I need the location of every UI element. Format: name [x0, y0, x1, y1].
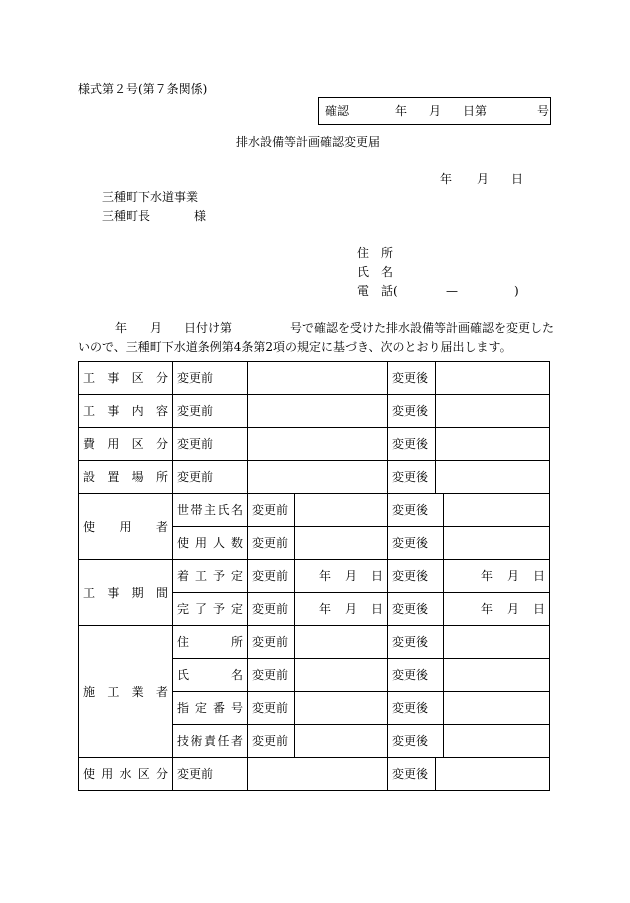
date-month-label: 月 — [477, 172, 490, 186]
after-label: 変更後 — [388, 395, 436, 428]
row-construction-category — [79, 362, 550, 395]
row-construction-content — [79, 395, 550, 428]
label-construction-content: 工 事 内 容 — [83, 404, 168, 418]
after-label: 変更後 — [388, 461, 436, 494]
day-label: 日 — [532, 569, 545, 583]
form-number: 様式第２号(第７条関係) — [78, 82, 208, 96]
label-water-category: 使 用 水 区 分 — [83, 767, 168, 781]
before-value-field[interactable] — [295, 659, 388, 692]
sublabel-designation-number: 指 定 番 号 — [177, 701, 243, 715]
before-value-field[interactable] — [295, 725, 388, 758]
after-value-field[interactable] — [444, 626, 550, 659]
month-label: 月 — [344, 569, 357, 583]
confirm-day-no-label: 日第 — [463, 104, 488, 118]
label-cost-category: 費 用 区 分 — [83, 437, 168, 451]
before-value-field[interactable] — [295, 692, 388, 725]
after-label: 変更後 — [388, 659, 444, 692]
before-value-field[interactable] — [295, 527, 388, 560]
body-month-label: 月 — [150, 321, 163, 335]
body-line2: いので、三種町下水道条例第4条第2項の規定に基づき、次のとおり届出します。 — [78, 340, 512, 354]
day-label: 日 — [370, 602, 383, 616]
sublabel-technical-manager: 技 術 責 任 者 — [177, 734, 243, 748]
day-label: 日 — [532, 602, 545, 616]
after-value-field[interactable] — [436, 758, 550, 791]
after-value-field[interactable] — [444, 692, 550, 725]
body-line1-rest: 号で確認を受けた排水設備等計画確認を変更した — [290, 321, 555, 335]
after-value-field[interactable] — [444, 659, 550, 692]
month-label: 月 — [506, 602, 519, 616]
phone-close: ) — [514, 284, 519, 298]
year-label: 年 — [480, 569, 493, 583]
after-label: 変更後 — [388, 758, 436, 791]
before-value-field[interactable] — [295, 494, 388, 527]
row-installation-location — [79, 461, 550, 494]
before-label: 変更前 — [248, 494, 295, 527]
after-value-field[interactable] — [436, 362, 550, 395]
row-cost-category — [79, 428, 550, 461]
day-label: 日 — [370, 569, 383, 583]
before-value-field[interactable] — [248, 395, 388, 428]
after-label: 変更後 — [388, 560, 444, 593]
sublabel-completion-planned: 完 了 予 定 — [177, 602, 243, 616]
page-title: 排水設備等計画確認変更届 — [236, 135, 381, 149]
before-date-field[interactable] — [295, 593, 388, 626]
sublabel-start-planned: 着 工 予 定 — [177, 569, 243, 583]
after-value-field[interactable] — [444, 494, 550, 527]
confirm-label: 確認 — [325, 104, 350, 118]
year-label: 年 — [318, 569, 331, 583]
before-label: 変更前 — [248, 692, 295, 725]
phone-dash: — — [446, 284, 458, 298]
row-water-category — [79, 758, 550, 791]
after-date-field[interactable] — [444, 560, 550, 593]
month-label: 月 — [506, 569, 519, 583]
body-day-no-label: 日付け第 — [184, 321, 233, 335]
date-day-label: 日 — [511, 172, 524, 186]
after-value-field[interactable] — [436, 428, 550, 461]
before-value-field[interactable] — [295, 626, 388, 659]
after-label: 変更後 — [388, 593, 444, 626]
row-user-head — [79, 494, 550, 527]
label-installation-location: 設 置 場 所 — [83, 470, 168, 484]
phone-label: 電 話( — [357, 284, 398, 298]
before-label: 変更前 — [248, 593, 295, 626]
month-label: 月 — [344, 602, 357, 616]
label-user: 使 用 者 — [83, 519, 168, 534]
body-year-label: 年 — [115, 321, 128, 335]
sublabel-user-count: 使 用 人 数 — [177, 536, 243, 550]
before-date-field[interactable] — [295, 560, 388, 593]
year-label: 年 — [480, 602, 493, 616]
sublabel-contractor-address: 住 所 — [177, 635, 243, 649]
label-contractor: 施 工 業 者 — [83, 684, 168, 699]
sublabel-contractor-name: 氏 名 — [177, 668, 243, 682]
before-value-field[interactable] — [248, 428, 388, 461]
address-label: 住 所 — [357, 246, 394, 260]
addressee-honorific: 様 — [194, 209, 207, 223]
after-label: 変更後 — [388, 428, 436, 461]
before-label: 変更前 — [173, 758, 248, 791]
row-period-start — [79, 560, 550, 593]
before-value-field[interactable] — [248, 362, 388, 395]
addressee-line2: 三種町長 — [102, 209, 151, 223]
confirm-year-label: 年 — [395, 104, 408, 118]
after-label: 変更後 — [388, 692, 444, 725]
after-value-field[interactable] — [444, 725, 550, 758]
year-label: 年 — [318, 602, 331, 616]
after-label: 変更後 — [388, 626, 444, 659]
before-label: 変更前 — [248, 527, 295, 560]
before-value-field[interactable] — [248, 758, 388, 791]
after-value-field[interactable] — [444, 527, 550, 560]
after-label: 変更後 — [388, 725, 444, 758]
change-table — [78, 361, 550, 791]
after-value-field[interactable] — [436, 395, 550, 428]
sublabel-householder-name: 世 帯 主 氏 名 — [177, 503, 243, 517]
name-label: 氏 名 — [357, 265, 394, 279]
before-label: 変更前 — [248, 560, 295, 593]
before-label: 変更前 — [248, 725, 295, 758]
after-label: 変更後 — [388, 362, 436, 395]
before-label: 変更前 — [248, 659, 295, 692]
after-value-field[interactable] — [436, 461, 550, 494]
before-label: 変更前 — [173, 395, 248, 428]
date-year-label: 年 — [440, 172, 453, 186]
before-label: 変更前 — [248, 626, 295, 659]
after-date-field[interactable] — [444, 593, 550, 626]
addressee-line1: 三種町下水道事業 — [102, 190, 199, 204]
before-label: 変更前 — [173, 461, 248, 494]
before-label: 変更前 — [173, 428, 248, 461]
after-label: 変更後 — [388, 527, 444, 560]
before-label: 変更前 — [173, 362, 248, 395]
before-value-field[interactable] — [248, 461, 388, 494]
label-construction-category: 工 事 区 分 — [83, 371, 168, 385]
confirm-number-label: 号 — [537, 104, 550, 118]
confirmation-box — [318, 97, 551, 125]
after-label: 変更後 — [388, 494, 444, 527]
label-construction-period: 工 事 期 間 — [83, 585, 168, 600]
confirm-month-label: 月 — [429, 104, 442, 118]
row-contractor-address — [79, 626, 550, 659]
